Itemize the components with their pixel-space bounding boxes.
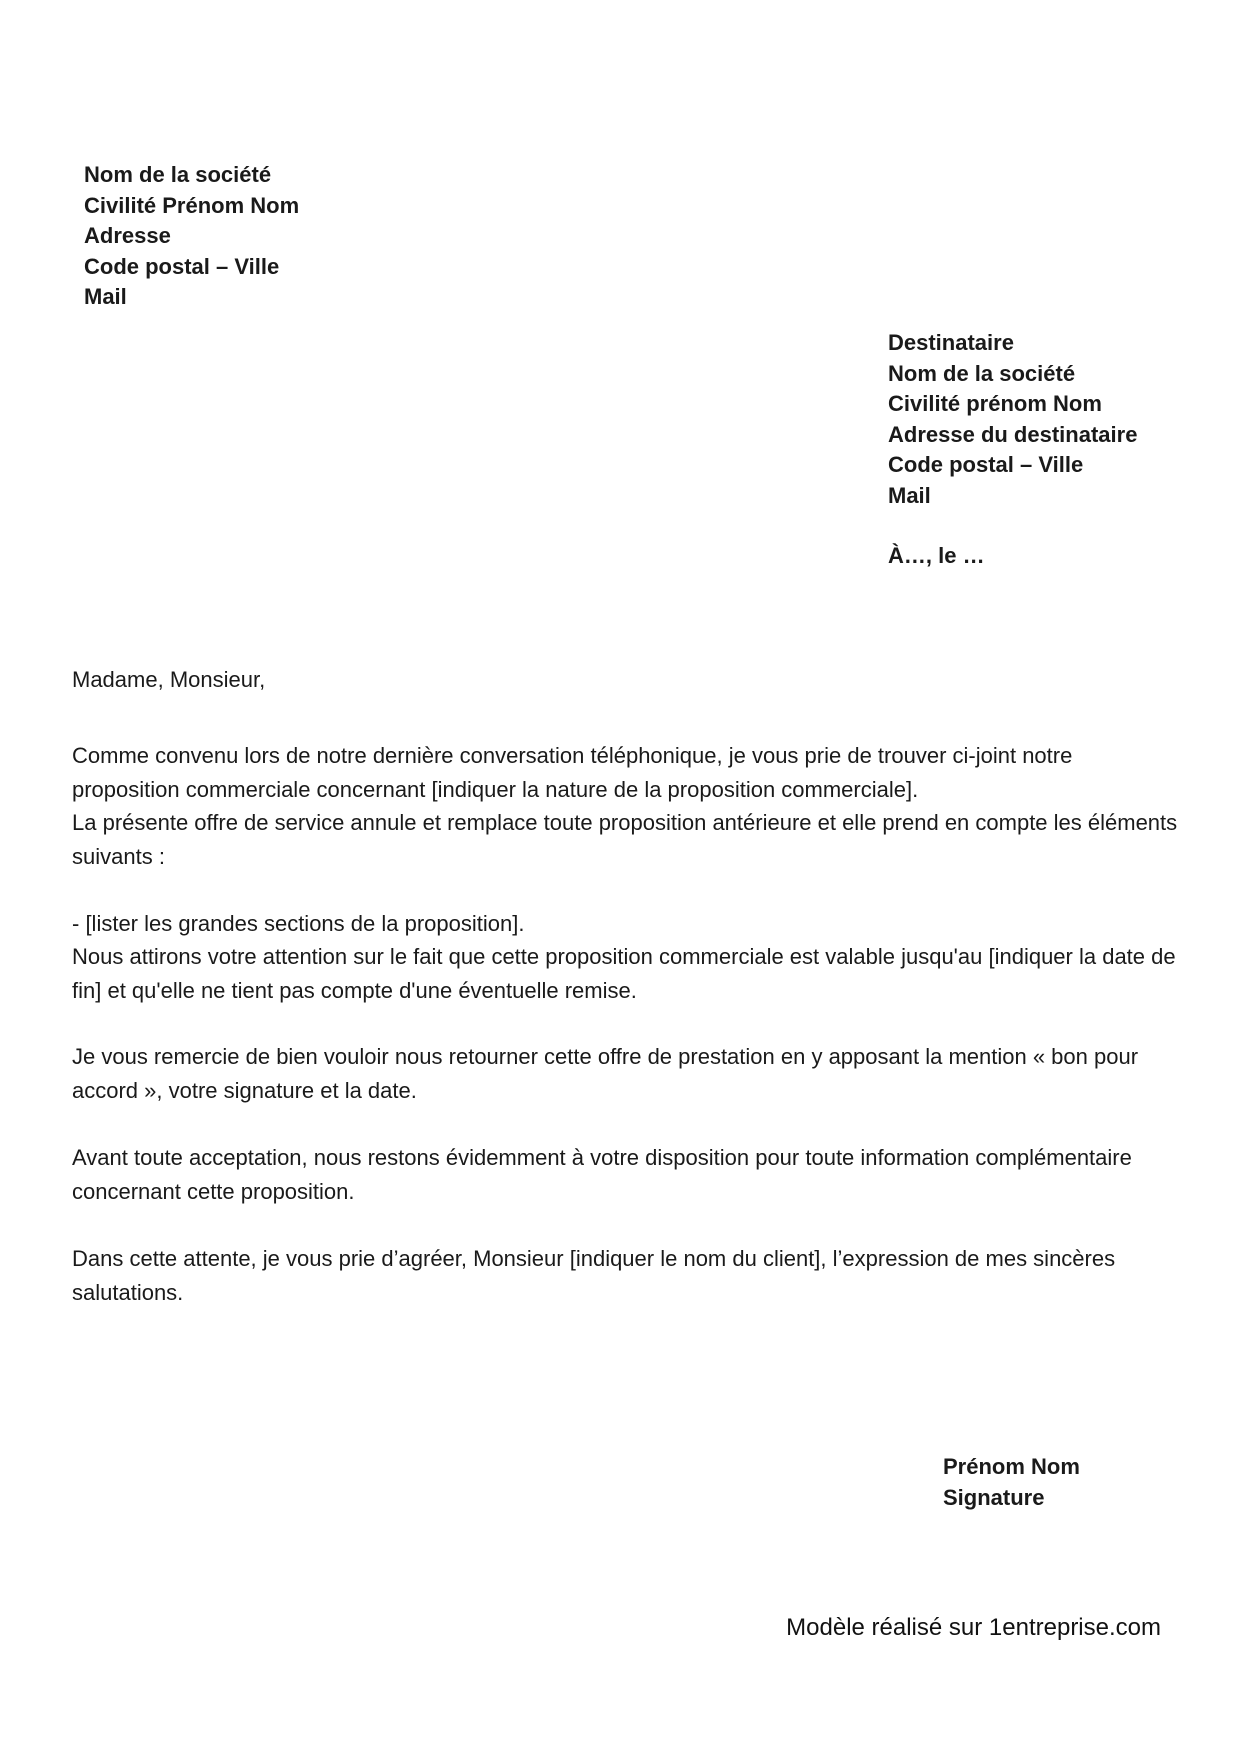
recipient-mail: Mail [888, 482, 931, 508]
sender-mail: Mail [84, 284, 127, 309]
recipient-company: Nom de la société [888, 360, 1076, 386]
paragraph-availability: Avant toute acceptation, nous restons évidemment à votre disposition pour toute information complémentaire concernant cette proposition. [72, 1145, 1132, 1204]
signature-block [943, 1452, 1080, 1513]
place-date-line: À…, le … [888, 543, 985, 568]
sender-block [84, 160, 299, 313]
recipient-address: Adresse du destinataire [888, 421, 1138, 447]
recipient-name: Civilité prénom Nom [888, 391, 1102, 416]
paragraph-closing: Dans cette attente, je vous prie d’agréer, Monsieur [indiquer le nom du client], l’expression de mes sincères salutations. [72, 1246, 1116, 1305]
paragraph-intro: Comme convenu lors de notre dernière conversation téléphonique, je vous prie de trouver ci-joint notre proposition commerciale concernant [indiquer la nature de la proposition commerciale]. [72, 743, 1073, 802]
recipient-block [888, 328, 1137, 511]
paragraph-return: Je vous remercie de bien vouloir nous retourner cette offre de prestation en y apposant la mention « bon pour accord », votre signature et la date. [72, 1044, 1139, 1103]
signature-label: Signature [943, 1484, 1045, 1510]
sender-city: Code postal – Ville [84, 253, 280, 279]
footer-credit: Modèle réalisé sur 1entreprise.com [786, 1614, 1161, 1641]
paragraph-validity: Nous attirons votre attention sur le fait que cette proposition commerciale est valable jusqu'au [indiquer la date de fin] et qu'elle ne tient pas compte d'une éventuelle remise. [72, 944, 1176, 1003]
sender-company: Nom de la société [84, 162, 272, 187]
signature-name: Prénom Nom [943, 1454, 1080, 1479]
sender-address: Adresse [84, 223, 171, 248]
recipient-label: Destinataire [888, 330, 1014, 355]
paragraph-offer: La présente offre de service annule et remplace toute proposition antérieure et elle prend en compte les éléments suivants : [72, 810, 1178, 869]
recipient-city: Code postal – Ville [888, 452, 1084, 477]
list-item: - [lister les grandes sections de la proposition]. [72, 911, 525, 936]
sender-name: Civilité Prénom Nom [84, 192, 300, 218]
salutation: Madame, Monsieur, [72, 667, 266, 692]
